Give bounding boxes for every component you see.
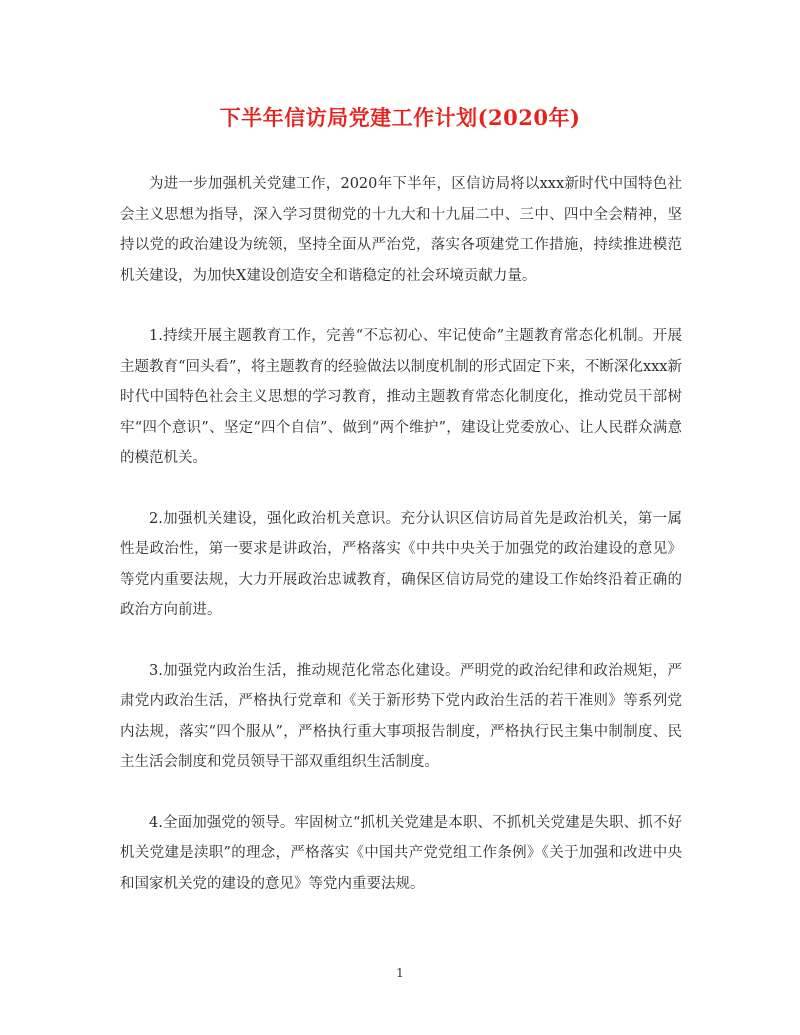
intro-paragraph: 为进一步加强机关党建工作，2020年下半年，区信访局将以xxx新时代中国特色社会主义思想为指导，深入学习贯彻党的十九大和十九届二中、三中、四中全会精神，坚持以党的政治建设为统领，坚持全面从严治党，落实各项建党工作措施，持续推进模范机关建设，为加快X建设创造安全和谐稳定的社会环境贡献力量。	[120, 176, 682, 284]
item-2-paragraph: 2.加强机关建设，强化政治机关意识。充分认识区信访局首先是政治机关，第一属性是政治性，第一要求是讲政治，严格落实《中共中央关于加强党的政治建设的意见》等党内重要法规，大力开展政治忠诚教育，确保区信访局党的建设工作始终沿着正确的政治方向前进。	[120, 510, 682, 618]
document-title: 下半年信访局党建工作计划(2020年)	[219, 105, 581, 130]
item-3-paragraph: 3.加强党内政治生活，推动规范化常态化建设。严明党的政治纪律和政治规矩，严肃党内政治生活，严格执行党章和《关于新形势下党内政治生活的若干准则》等系列党内法规，落实“四个服从”，严格执行重大事项报告制度，严格执行民主集中制制度、民主生活会制度和党员领导干部双重组织生活制度。	[120, 662, 682, 770]
document-body	[120, 169, 682, 929]
item-1-paragraph: 1.持续开展主题教育工作，完善“不忘初心、牢记使命”主题教育常态化机制。开展主题教育“回头看”，将主题教育的经验做法以制度机制的形式固定下来，不断深化xxx新时代中国特色社会主义思想的学习教育，推动主题教育常态化制度化，推动党员干部树牢“四个意识”、坚定“四个自信”、做到“两个维护”，建设让党委放心、让人民群众满意的模范机关。	[120, 328, 682, 466]
page-number: 1	[396, 966, 404, 980]
item-4-paragraph: 4.全面加强党的领导。牢固树立“抓机关党建是本职、不抓机关党建是失职、抓不好机关党建是渎职”的理念，严格落实《中国共产党党组工作条例》《关于加强和改进中央和国家机关党的建设的意见》等党内重要法规。	[120, 814, 682, 892]
